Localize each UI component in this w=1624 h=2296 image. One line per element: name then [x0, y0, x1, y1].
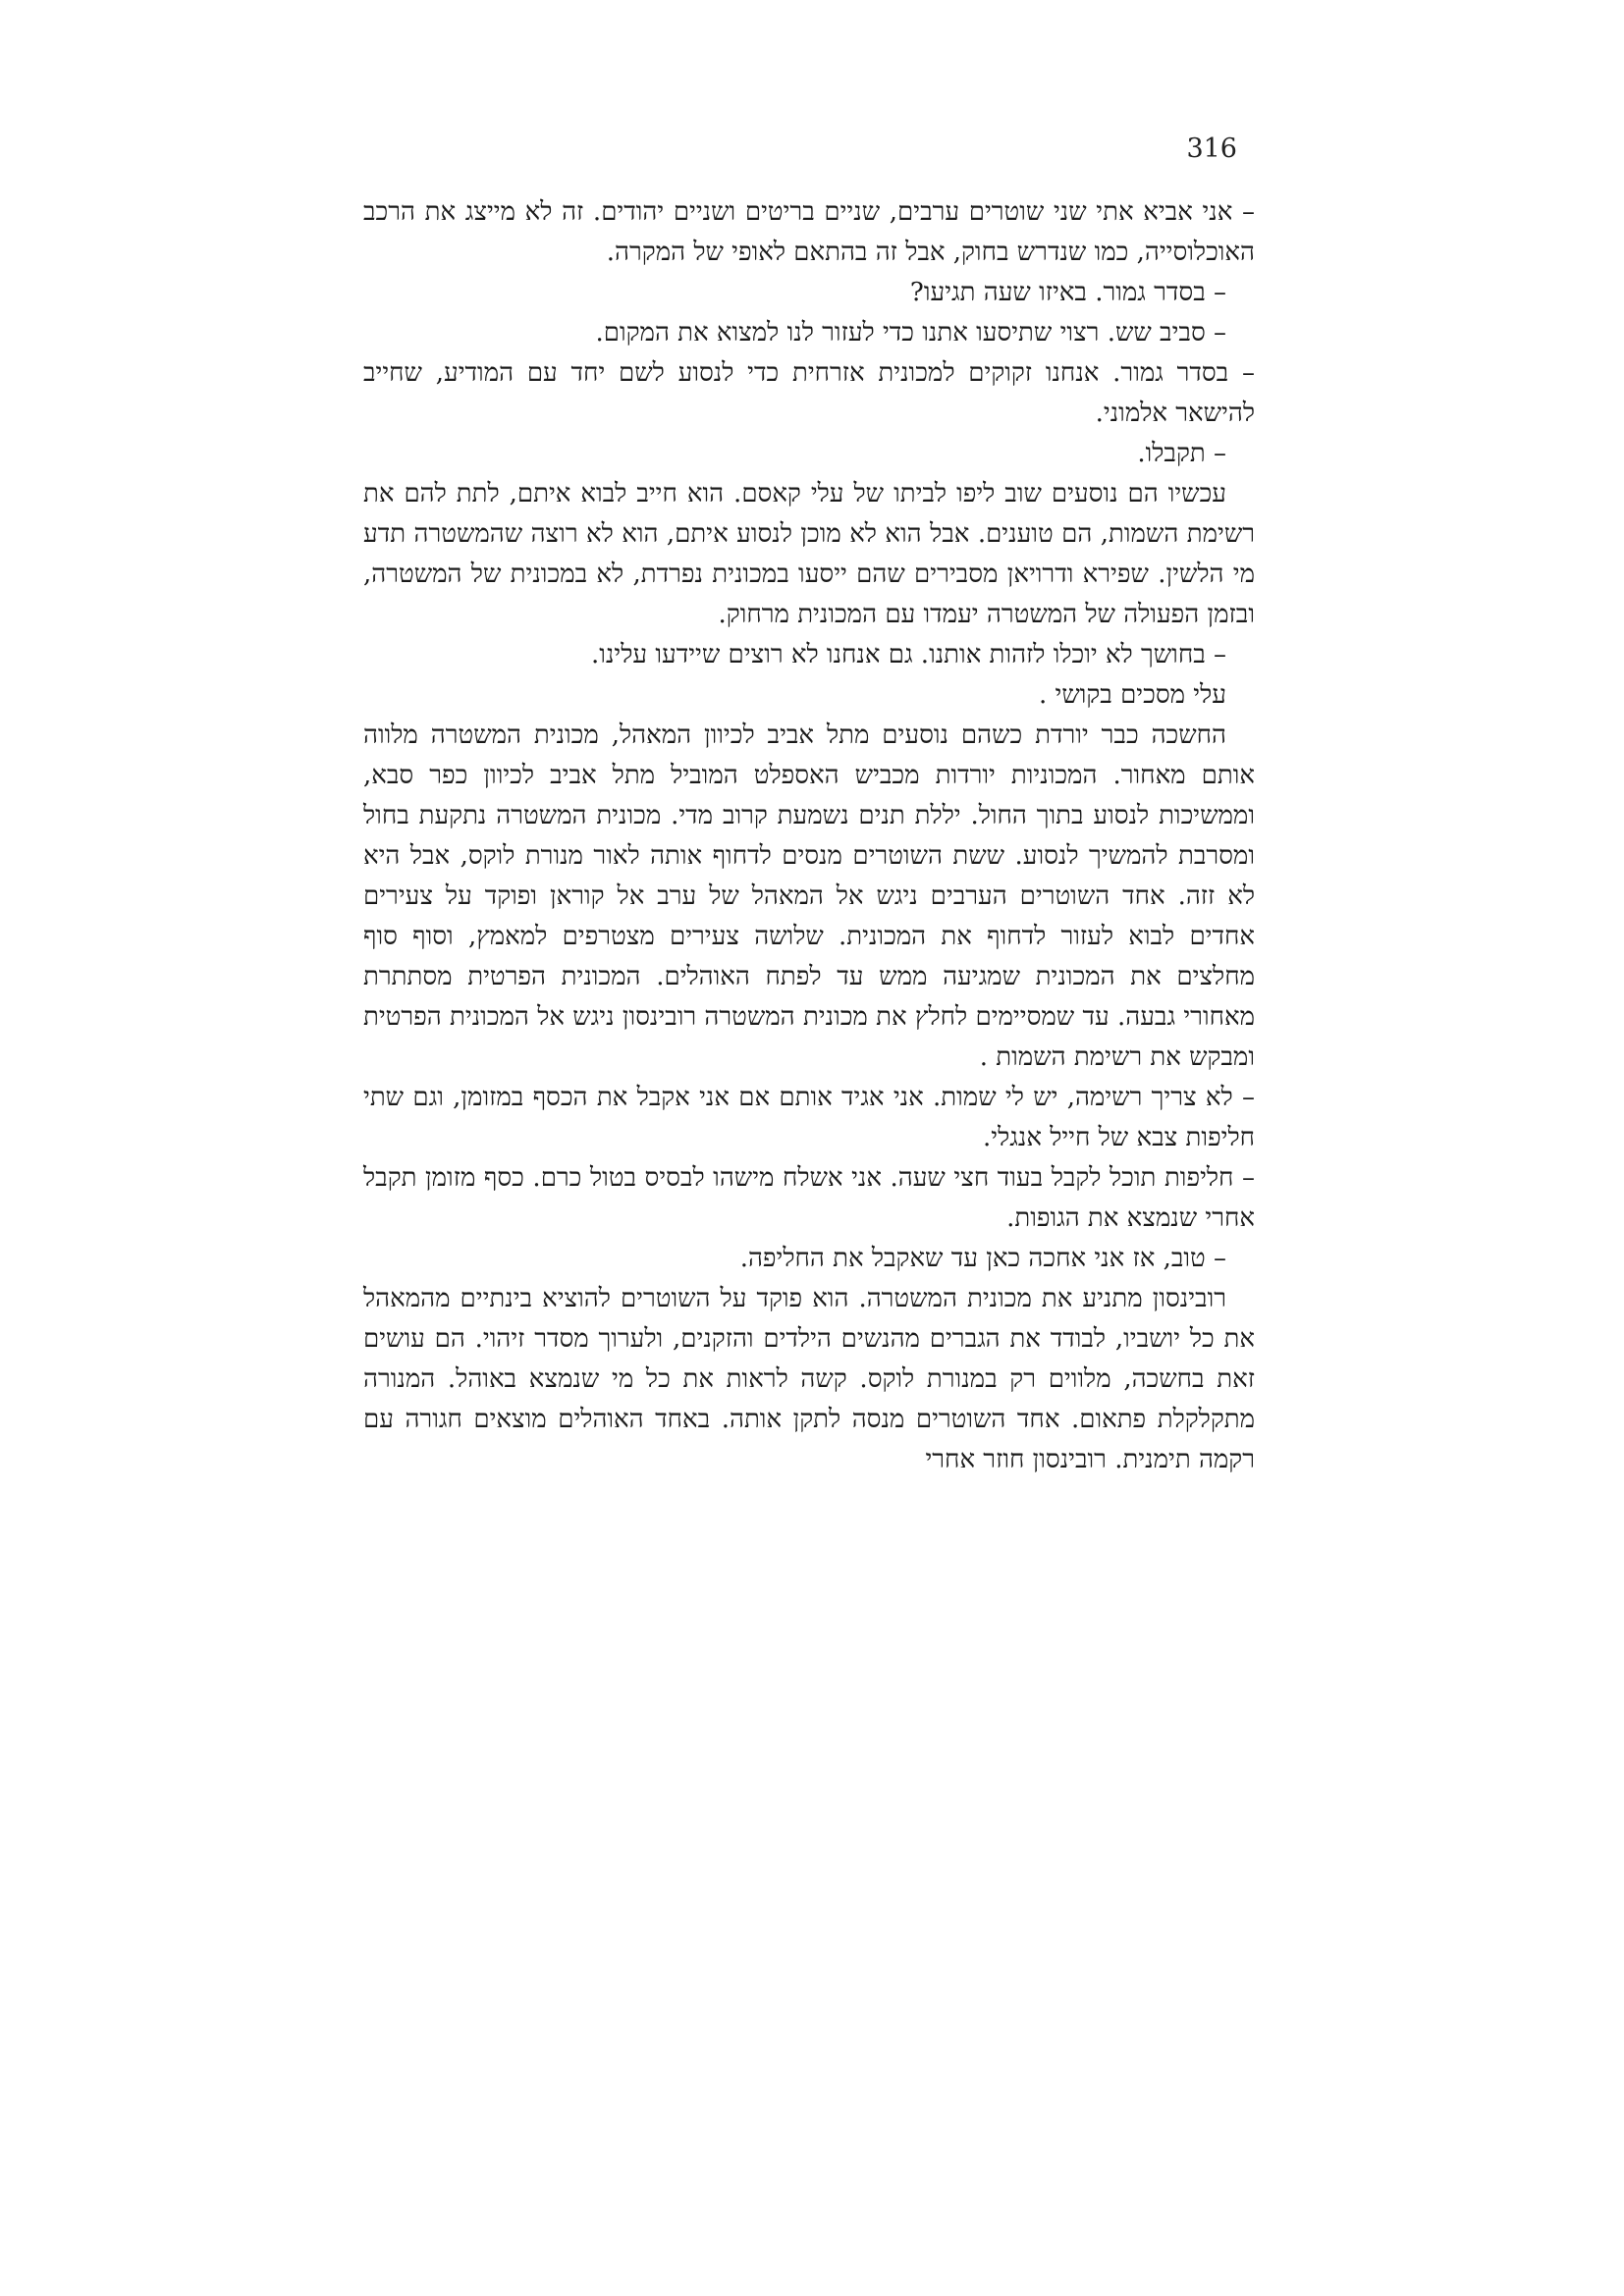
- paragraph: – בחושך לא יוכלו לזהות אותנו. גם אנחנו לא רוצים שיידעו עלינו.: [591, 640, 1226, 669]
- paragraph: רובינסון מתניע את מכונית המשטרה. הוא פוקד על השוטרים להוציא בינתיים מהמאהל את כל יושביו, לבודד את הגברים מהנשים הילדים והזקנים, ולערוך מסדר זיהוי. הם עושים זאת בחשכה, מלווים רק במנורת לוקס. קשה לראות את כל מי שנמצא באוהל. המנורה מתקלקלת פתאום. אחד השוטרים מנסה לתקן אותה. באחד האוהלים מוצאים חגורה עם רקמה תימנית. רובינסון חוזר אחרי: [363, 1284, 1255, 1474]
- paragraph: – בסדר גמור. באיזו שעה תגיעו?: [909, 278, 1226, 307]
- paragraph: – לא צריך רשימה, יש לי שמות. אני אגיד אותם אם אני אקבל את הכסף במזומן, וגם שתי חליפות צבא של חייל אנגלי.: [363, 1083, 1255, 1152]
- paragraph: – אני אביא אתי שני שוטרים ערבים, שניים בריטים ושניים יהודים. זה לא מייצג את הרכב האוכלוסייה, כמו שנדרש בחוק, אבל זה בהתאם לאופי של המקרה.: [363, 197, 1255, 267]
- paragraph: – סביב שש. רצוי שתיסעו אתנו כדי לעזור לנו למצוא את המקום.: [595, 318, 1226, 347]
- paragraph: – בסדר גמור. אנחנו זקוקים למכונית אזרחית כדי לנסוע לשם יחד עם המודיע, שחייב להישאר אלמוני.: [363, 358, 1255, 428]
- paragraph: עכשיו הם נוסעים שוב ליפו לביתו של עלי קאסם. הוא חייב לבוא איתם, לתת להם את רשימת השמות, הם טוענים. אבל הוא לא מוכן לנסוע איתם, הוא לא רוצה שהמשטרה תדע מי הלשין. שפירא ודרויאן מסבירים שהם ייסעו במכונית נפרדת, לא במכונית של המשטרה, ובזמן הפעולה של המשטרה יעמדו עם המכונית מרחוק.: [363, 479, 1255, 629]
- body-text: [363, 192, 1255, 1480]
- paragraph: – חליפות תוכל לקבל בעוד חצי שעה. אני אשלח מישהו לבסיס בטול כרם. כסף מזומן תקבל אחרי שנמצא את הגופות.: [363, 1163, 1255, 1233]
- paragraph: – טוב, אז אני אחכה כאן עד שאקבל את החליפה.: [739, 1244, 1226, 1273]
- paragraph: – תקבלו.: [1137, 439, 1226, 468]
- paragraph: החשכה כבר יורדת כשהם נוסעים מתל אביב לכיוון המאהל, מכונית המשטרה מלווה אותם מאחור. המכוניות יורדות מכביש האספלט המוביל מתל אביב לכיוון כפר סבא, וממשיכות לנסוע בתוך החול. יללת תנים נשמעת קרוב מדי. מכונית המשטרה נתקעת בחול ומסרבת להמשיך לנסוע. ששת השוטרים מנסים לדחוף אותה לאור מנורת לוקס, אבל היא לא זזה. אחד השוטרים הערבים ניגש אל המאהל של ערב אל קוראן ופוקד על צעירים אחדים לבוא לעזור לדחוף את המכונית. שלושה צעירים מצטרפים למאמץ, וסוף סוף מחלצים את המכונית שמגיעה ממש עד לפתח האוהלים. המכונית הפרטית מסתתרת מאחורי גבעה. עד שמסיימים לחלץ את מכונית המשטרה רובינסון ניגש אל המכונית הפרטית ומבקש את רשימת השמות .: [363, 721, 1255, 1072]
- page-number: 316: [1186, 133, 1237, 164]
- paragraph: עלי מסכים בקושי .: [1038, 680, 1226, 710]
